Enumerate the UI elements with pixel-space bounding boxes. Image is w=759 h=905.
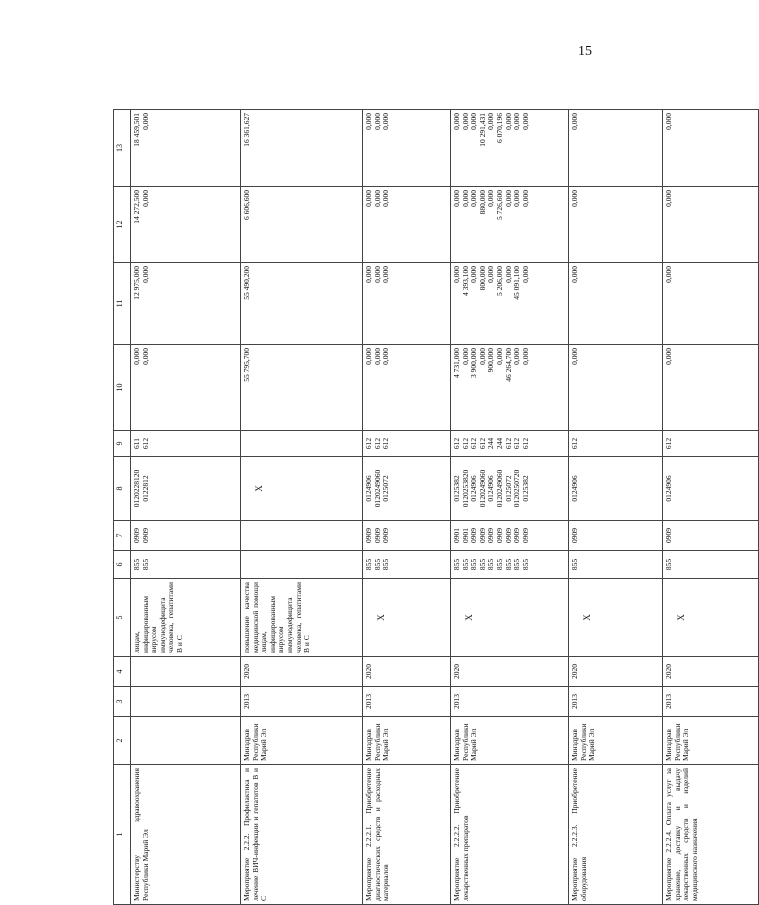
cell-value: 6 606,600 [242,190,251,220]
cell-col-9 [241,431,363,457]
cell-text: X [582,614,592,621]
cell-value: 612 [477,437,487,450]
cell-text: 2020 [664,664,673,679]
cell-value: 0909 [364,528,373,543]
cell-value: 0901 [460,528,470,543]
cell-value: 0,000 [664,190,673,207]
cell-value: 0124906 [486,475,496,502]
cell-col-8 [363,457,451,521]
cell-col-3 [131,687,241,717]
cell-value: 0,000 [364,266,373,283]
cell-value: 5 206,000 [494,266,504,296]
cell-col-7 [241,521,363,551]
column-header: 12 [114,187,131,263]
cell-value: 0125072 [381,475,391,502]
cell-col-10 [131,345,241,431]
cell-text: повышение качества медицинской помощи лицам, инфицированным вирусом иммунодефицита человека, гепатитами В и С [242,582,312,653]
cell-text: лицам, инфицированным вирусом иммунодефицита человека, гепатитами В и С [132,582,184,653]
cell-value: 612 [503,437,513,450]
rotated-table-container [113,110,699,905]
cell-text: X [376,614,386,621]
cell-col-8 [569,457,663,521]
cell-value: 3 900,000 [469,348,479,378]
column-header: 13 [114,110,131,187]
cell-value: 0909 [372,528,382,543]
cell-value: 0,000 [381,113,391,130]
cell-col-10 [241,345,363,431]
cell-value: 0909 [381,528,391,543]
cell-text: 2013 [452,694,461,709]
measure-title: Мероприятие 2.2.2.1. Приобретение диагностических средств и расходных материалов [364,768,391,901]
cell-col-12 [451,187,569,263]
cell-col-3 [663,687,759,717]
cell-value: 0124906 [364,475,373,502]
cell-col-12 [663,187,759,263]
cell-value: 855 [570,558,579,571]
cell-col-7 [569,521,663,551]
cell-value: 0,000 [664,348,673,365]
cell-col-8 [241,457,363,521]
cell-value: 0,000 [512,190,522,207]
cell-value: 55 795,700 [242,348,251,382]
cell-value: 0,000 [520,113,530,130]
cell-col-3 [241,687,363,717]
cell-value: 855 [364,558,373,571]
column-header: 11 [114,263,131,345]
cell-value: 0,000 [469,266,479,283]
cell-value: 0,000 [132,348,141,365]
column-header: 3 [114,687,131,717]
cell-col-9 [451,431,569,457]
column-header: 9 [114,431,131,457]
cell-value: 0125382 [520,475,530,502]
cell-value: 0,000 [364,113,373,130]
cell-value: 0,000 [469,190,479,207]
cell-col-11 [241,263,363,345]
table-row [241,110,363,905]
cell-value: 0,000 [381,348,391,365]
cell-value: 14 272,500 [132,190,141,224]
cell-value: 855 [372,558,382,571]
cell-text: X [676,614,686,621]
cell-value: 612 [381,437,391,450]
cell-value: 612 [460,437,470,450]
cell-col-4 [363,657,451,687]
cell-value: 0,000 [381,266,391,283]
cell-value: 855 [140,558,150,571]
cell-value: 0,000 [381,190,391,207]
cell-col-11 [451,263,569,345]
cell-value: 880,000 [477,190,487,215]
cell-col-9 [131,431,241,457]
cell-col-5 [569,579,663,657]
cell-text: 2013 [242,694,251,709]
cell-col-3 [363,687,451,717]
cell-value: 0,000 [512,348,522,365]
cell-value: 0125072 [503,475,513,502]
page-number: 15 [578,44,592,59]
cell-value: 0,000 [372,190,382,207]
cell-text: Минздрав Республики Марий Эл [452,723,479,761]
column-header: 6 [114,551,131,579]
cell-value: 611 [132,438,141,449]
cell-col-7 [363,521,451,551]
cell-value: 0120228120 [132,469,141,508]
cell-value: 0,000 [494,348,504,365]
cell-value: 0125382 [452,475,461,502]
cell-value: 244 [486,437,496,450]
cell-value: 0909 [486,528,496,543]
cell-value: 612 [570,437,579,450]
cell-value: 855 [132,558,141,571]
cell-value: 0,000 [503,190,513,207]
cell-value: 855 [494,558,504,571]
cell-value: 0909 [664,528,673,543]
cell-col-11 [131,263,241,345]
cell-value: 855 [520,558,530,571]
measure-title: Мероприятие 2.2.2.4. Оплата услуг за хранение, доставку и выдачу лекарственных средств и изделий медицинского назначения [664,768,699,901]
cell-value: 855 [469,558,479,571]
cell-value: 0,000 [486,113,496,130]
cell-col-8 [451,457,569,521]
cell-value: 0124906 [570,475,579,502]
cell-value: 0,000 [140,266,150,283]
cell-col-11 [663,263,759,345]
cell-text: 2013 [664,694,673,709]
cell-text: 2013 [364,694,373,709]
cell-value: 855 [477,558,487,571]
cell-value: 0,000 [140,348,150,365]
cell-col-10 [569,345,663,431]
program-measures-table [113,109,759,905]
column-header: 1 [114,765,131,905]
cell-value: 0122812 [140,475,150,502]
cell-value: 6 070,196 [494,113,504,143]
table-row [131,110,241,905]
cell-col-12 [363,187,451,263]
column-header: 4 [114,657,131,687]
cell-value: 0,000 [503,266,513,283]
cell-value: 0,000 [460,190,470,207]
cell-col-7 [131,521,241,551]
cell-col-9 [663,431,759,457]
cell-value: 0,000 [460,113,470,130]
cell-value: X [254,485,264,492]
cell-value: 0909 [570,528,579,543]
cell-col-5 [363,579,451,657]
cell-col-5 [131,579,241,657]
cell-value: 0909 [494,528,504,543]
cell-col-6 [363,551,451,579]
cell-value: 855 [664,558,673,571]
header-row [114,110,131,905]
cell-col-13 [663,110,759,187]
table-row [663,110,759,905]
cell-col-1 [363,765,451,905]
cell-text: 2020 [452,664,461,679]
cell-value: 12 975,000 [132,266,141,300]
table-row [451,110,569,905]
cell-text: 2013 [570,694,579,709]
cell-text: 2020 [242,664,251,679]
cell-value: 855 [512,558,522,571]
cell-value: 0120249060 [372,469,382,508]
cell-text: Минздрав Республики Марий Эл [364,723,391,761]
cell-value: 612 [364,437,373,450]
cell-value: 55 490,200 [242,266,251,300]
cell-col-6 [241,551,363,579]
cell-value: 0909 [512,528,522,543]
measure-title: Мероприятие 2.2.2. Профилактика и лечение ВИЧ-инфекции и гепатитов В и С [242,768,269,901]
cell-value: 0120253820 [460,469,470,508]
column-header: 5 [114,579,131,657]
cell-col-13 [241,110,363,187]
cell-col-10 [663,345,759,431]
cell-col-12 [131,187,241,263]
cell-col-5 [241,579,363,657]
cell-value: 0,000 [452,190,461,207]
cell-value: 0,000 [469,113,479,130]
cell-value: 0120249060 [494,469,504,508]
cell-value: 244 [494,437,504,450]
cell-col-2 [241,717,363,765]
cell-value: 10 291,431 [477,113,487,147]
cell-col-12 [241,187,363,263]
cell-value: 0,000 [372,266,382,283]
cell-col-11 [569,263,663,345]
cell-value: 5 726,600 [494,190,504,220]
cell-text: Минздрав Республики Марий Эл [242,723,269,761]
cell-text: X [464,614,474,621]
cell-col-13 [363,110,451,187]
cell-text: 2020 [570,664,579,679]
cell-value: 855 [503,558,513,571]
cell-value: 0,000 [570,190,579,207]
cell-col-13 [451,110,569,187]
column-header: 8 [114,457,131,521]
cell-value: 4 393,100 [460,266,470,296]
cell-col-6 [131,551,241,579]
cell-value: 0120250720 [512,469,522,508]
cell-text: Минздрав Республики Марий Эл [570,723,597,761]
cell-col-9 [363,431,451,457]
cell-value: 612 [469,437,479,450]
cell-value: 855 [452,558,461,571]
cell-col-4 [569,657,663,687]
cell-col-13 [569,110,663,187]
cell-col-6 [663,551,759,579]
cell-value: 45 091,100 [512,266,522,300]
cell-col-1 [241,765,363,905]
cell-value: 16 361,627 [242,113,251,147]
cell-value: 0901 [452,528,461,543]
cell-value: 0,000 [364,348,373,365]
cell-col-1 [663,765,759,905]
cell-value: 0,000 [452,113,461,130]
cell-col-5 [451,579,569,657]
cell-value: 855 [381,558,391,571]
measure-title: Министерству здравоохранения Республики Марий Эл [132,768,150,901]
measure-title: Мероприятие 2.2.2.3. Приобретение оборудования [570,768,588,901]
cell-col-8 [663,457,759,521]
cell-col-4 [663,657,759,687]
cell-col-9 [569,431,663,457]
cell-value: 4 731,000 [452,348,461,378]
cell-value: 0124906 [469,475,479,502]
cell-col-1 [569,765,663,905]
cell-col-2 [663,717,759,765]
cell-col-2 [451,717,569,765]
cell-col-2 [363,717,451,765]
column-header: 10 [114,345,131,431]
cell-value: 0,000 [486,266,496,283]
table-row [363,110,451,905]
cell-value: 0,000 [364,190,373,207]
cell-value: 46 264,700 [503,348,513,382]
cell-value: 0909 [132,528,141,543]
cell-col-11 [363,263,451,345]
cell-col-3 [451,687,569,717]
cell-col-1 [451,765,569,905]
cell-value: 0,000 [520,190,530,207]
cell-text: 2020 [364,664,373,679]
table-body [131,110,759,905]
cell-col-4 [241,657,363,687]
measure-title: Мероприятие 2.2.2.2. Приобретение лекарственных препаратов [452,768,470,901]
cell-value: 0,000 [486,190,496,207]
cell-col-1 [131,765,241,905]
cell-value: 0909 [140,528,150,543]
cell-value: 0,000 [372,113,382,130]
cell-value: 855 [460,558,470,571]
cell-col-5 [663,579,759,657]
cell-col-7 [663,521,759,551]
cell-value: 0909 [520,528,530,543]
cell-col-10 [363,345,451,431]
cell-value: 0,000 [520,266,530,283]
table-row [569,110,663,905]
cell-value: 0909 [477,528,487,543]
cell-col-4 [131,657,241,687]
cell-col-4 [451,657,569,687]
cell-value: 612 [664,437,673,450]
cell-value: 0,000 [512,113,522,130]
cell-value: 0124906 [664,475,673,502]
cell-value: 612 [512,437,522,450]
cell-col-10 [451,345,569,431]
cell-value: 0120249060 [477,469,487,508]
column-header: 7 [114,521,131,551]
cell-col-8 [131,457,241,521]
cell-value: 612 [452,437,461,450]
cell-value: 0909 [503,528,513,543]
cell-col-6 [569,551,663,579]
cell-value: 900,000 [486,348,496,373]
cell-value: 0,000 [460,348,470,365]
cell-value: 0,000 [570,348,579,365]
cell-value: 612 [140,437,150,450]
cell-col-7 [451,521,569,551]
cell-value: 612 [520,437,530,450]
cell-value: 0,000 [477,348,487,365]
cell-value: 0,000 [140,190,150,207]
cell-value: 0,000 [372,348,382,365]
cell-value: 0,000 [570,266,579,283]
cell-col-2 [131,717,241,765]
cell-value: 0,000 [664,266,673,283]
cell-value: 800,000 [477,266,487,291]
cell-text: Минздрав Республики Марий Эл [664,723,691,761]
cell-value: 0,000 [503,113,513,130]
cell-value: 18 459,501 [132,113,141,147]
column-header: 2 [114,717,131,765]
cell-col-12 [569,187,663,263]
cell-value: 0,000 [664,113,673,130]
cell-value: 0,000 [140,113,150,130]
cell-value: 612 [372,437,382,450]
cell-value: 855 [486,558,496,571]
cell-value: 0,000 [570,113,579,130]
cell-col-3 [569,687,663,717]
cell-value: 0909 [469,528,479,543]
cell-col-2 [569,717,663,765]
cell-value: 0,000 [520,348,530,365]
cell-col-13 [131,110,241,187]
cell-col-6 [451,551,569,579]
cell-value: 0,000 [452,266,461,283]
